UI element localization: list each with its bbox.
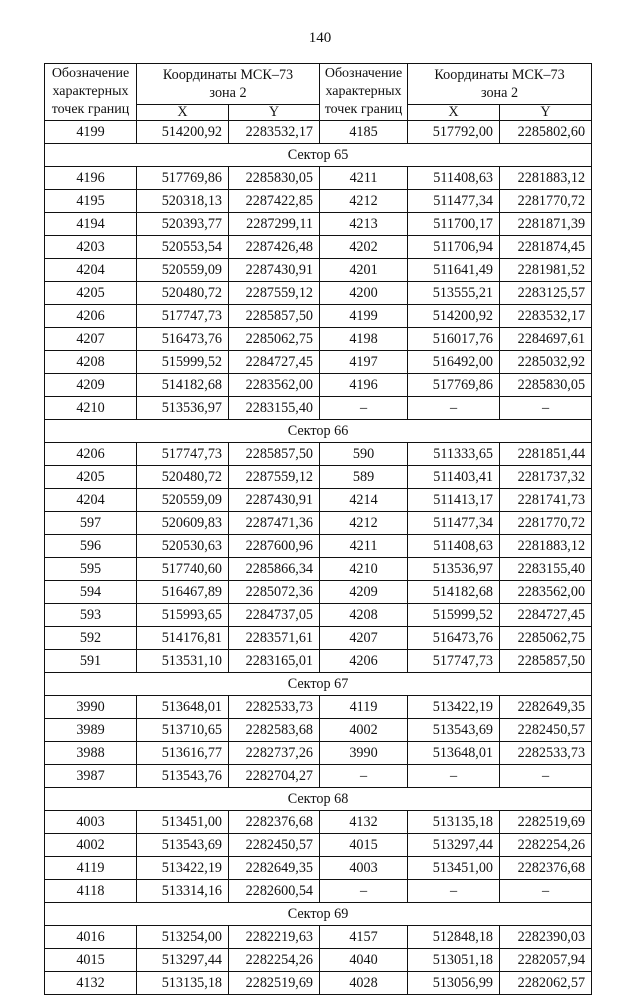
x-left-cell: 513543,76	[137, 765, 229, 788]
coordinates-table	[44, 63, 592, 995]
y-right-cell: 2282519,69	[500, 811, 592, 834]
x-left-cell: 513422,19	[137, 857, 229, 880]
x-right-cell: 513422,19	[408, 696, 500, 719]
table-row	[45, 742, 592, 765]
y-left-cell: 2282254,26	[229, 949, 320, 972]
y-left-cell: 2287559,12	[229, 466, 320, 489]
coords-header-right: Координаты МСК–73 зона 2	[408, 64, 592, 105]
x-left-cell: 513451,00	[137, 811, 229, 834]
sector-row	[45, 788, 592, 811]
point-right-cell: –	[320, 880, 408, 903]
point-left-cell: 593	[45, 604, 137, 627]
table-row	[45, 880, 592, 903]
y-left-cell: 2287299,11	[229, 213, 320, 236]
x-left-cell: 514176,81	[137, 627, 229, 650]
point-right-cell: 4202	[320, 236, 408, 259]
point-left-cell: 4209	[45, 374, 137, 397]
table-row	[45, 972, 592, 995]
point-left-cell: 597	[45, 512, 137, 535]
x-left-cell: 517747,73	[137, 443, 229, 466]
point-left-cell: 4206	[45, 443, 137, 466]
x-right-cell: 513536,97	[408, 558, 500, 581]
x-left-cell: 517740,60	[137, 558, 229, 581]
table-row	[45, 282, 592, 305]
sector-label: Сектор 68	[45, 788, 592, 811]
table-row	[45, 236, 592, 259]
point-left-cell: 4208	[45, 351, 137, 374]
point-right-cell: 4197	[320, 351, 408, 374]
y-right-cell: 2282450,57	[500, 719, 592, 742]
y-header-right: Y	[500, 105, 592, 121]
y-right-cell: 2281874,45	[500, 236, 592, 259]
y-left-cell: 2283155,40	[229, 397, 320, 420]
table-row	[45, 558, 592, 581]
x-header-left: X	[137, 105, 229, 121]
x-left-cell: 513616,77	[137, 742, 229, 765]
y-right-cell: –	[500, 397, 592, 420]
point-right-cell: –	[320, 765, 408, 788]
x-right-cell: 513648,01	[408, 742, 500, 765]
point-left-cell: 4210	[45, 397, 137, 420]
point-right-cell: 4015	[320, 834, 408, 857]
x-header-right: X	[408, 105, 500, 121]
x-left-cell: 520480,72	[137, 282, 229, 305]
x-right-cell: 517769,86	[408, 374, 500, 397]
x-right-cell: 511477,34	[408, 512, 500, 535]
point-right-cell: 4207	[320, 627, 408, 650]
point-left-cell: 4204	[45, 489, 137, 512]
x-left-cell: 520553,54	[137, 236, 229, 259]
x-right-cell: 512848,18	[408, 926, 500, 949]
sector-label: Сектор 69	[45, 903, 592, 926]
x-left-cell: 513297,44	[137, 949, 229, 972]
x-left-cell: 520393,77	[137, 213, 229, 236]
table-row	[45, 811, 592, 834]
page-number: 140	[308, 30, 332, 46]
table-row	[45, 857, 592, 880]
x-right-cell: 511408,63	[408, 535, 500, 558]
point-left-cell: 4194	[45, 213, 137, 236]
x-left-cell: 513536,97	[137, 397, 229, 420]
point-left-cell: 4206	[45, 305, 137, 328]
x-left-cell: 513314,16	[137, 880, 229, 903]
point-right-cell: 4213	[320, 213, 408, 236]
table-row	[45, 696, 592, 719]
point-right-cell: 4185	[320, 121, 408, 144]
y-right-cell: 2285802,60	[500, 121, 592, 144]
y-left-cell: 2282533,73	[229, 696, 320, 719]
point-left-cell: 4002	[45, 834, 137, 857]
x-left-cell: 517769,86	[137, 167, 229, 190]
x-right-cell: 517792,00	[408, 121, 500, 144]
point-left-cell: 592	[45, 627, 137, 650]
table-row	[45, 535, 592, 558]
y-left-cell: 2287430,91	[229, 259, 320, 282]
y-left-cell: 2285830,05	[229, 167, 320, 190]
table-body	[45, 121, 592, 995]
table-row	[45, 512, 592, 535]
table-row	[45, 604, 592, 627]
point-left-cell: 3988	[45, 742, 137, 765]
table-row	[45, 167, 592, 190]
table-row	[45, 328, 592, 351]
x-right-cell: –	[408, 397, 500, 420]
y-left-cell: 2285866,34	[229, 558, 320, 581]
y-right-cell: 2283562,00	[500, 581, 592, 604]
table-row	[45, 926, 592, 949]
y-left-cell: 2282219,63	[229, 926, 320, 949]
x-left-cell: 520530,63	[137, 535, 229, 558]
point-left-cell: 4205	[45, 282, 137, 305]
point-right-cell: –	[320, 397, 408, 420]
y-left-cell: 2287600,96	[229, 535, 320, 558]
x-right-cell: 513135,18	[408, 811, 500, 834]
point-left-cell: 3987	[45, 765, 137, 788]
y-right-cell: 2285032,92	[500, 351, 592, 374]
y-left-cell: 2285072,36	[229, 581, 320, 604]
y-left-cell: 2282376,68	[229, 811, 320, 834]
y-left-cell: 2283165,01	[229, 650, 320, 673]
sector-row	[45, 420, 592, 443]
point-left-cell: 3989	[45, 719, 137, 742]
x-right-cell: 513056,99	[408, 972, 500, 995]
point-left-cell: 4132	[45, 972, 137, 995]
x-left-cell: 517747,73	[137, 305, 229, 328]
y-left-cell: 2284737,05	[229, 604, 320, 627]
y-right-cell: 2282376,68	[500, 857, 592, 880]
x-right-cell: –	[408, 765, 500, 788]
y-right-cell: 2282390,03	[500, 926, 592, 949]
y-right-cell: 2281737,32	[500, 466, 592, 489]
y-right-cell: 2281871,39	[500, 213, 592, 236]
y-right-cell: 2281741,73	[500, 489, 592, 512]
y-right-cell: 2281883,12	[500, 167, 592, 190]
x-right-cell: 511641,49	[408, 259, 500, 282]
x-left-cell: 520559,09	[137, 259, 229, 282]
x-left-cell: 514182,68	[137, 374, 229, 397]
x-left-cell: 520480,72	[137, 466, 229, 489]
y-right-cell: 2281770,72	[500, 190, 592, 213]
point-left-cell: 596	[45, 535, 137, 558]
y-right-cell: 2281981,52	[500, 259, 592, 282]
table-row	[45, 765, 592, 788]
table-row	[45, 351, 592, 374]
x-left-cell: 515993,65	[137, 604, 229, 627]
y-right-cell: 2282533,73	[500, 742, 592, 765]
sector-label: Сектор 67	[45, 673, 592, 696]
y-right-cell: 2281851,44	[500, 443, 592, 466]
x-left-cell: 520559,09	[137, 489, 229, 512]
sector-label: Сектор 65	[45, 144, 592, 167]
table-row	[45, 489, 592, 512]
y-right-cell: 2281770,72	[500, 512, 592, 535]
x-left-cell: 515999,52	[137, 351, 229, 374]
y-right-cell: 2283155,40	[500, 558, 592, 581]
point-right-cell: 4157	[320, 926, 408, 949]
y-right-cell: –	[500, 880, 592, 903]
point-right-cell: 3990	[320, 742, 408, 765]
table-row	[45, 305, 592, 328]
point-right-cell: 4200	[320, 282, 408, 305]
y-left-cell: 2285857,50	[229, 443, 320, 466]
table-row	[45, 834, 592, 857]
y-left-cell: 2285857,50	[229, 305, 320, 328]
table-row	[45, 213, 592, 236]
y-left-cell: 2282649,35	[229, 857, 320, 880]
point-left-cell: 4016	[45, 926, 137, 949]
x-right-cell: 517747,73	[408, 650, 500, 673]
point-right-cell: 4211	[320, 535, 408, 558]
y-header-left: Y	[229, 105, 320, 121]
x-right-cell: 513297,44	[408, 834, 500, 857]
x-right-cell: 514200,92	[408, 305, 500, 328]
point-right-cell: 4212	[320, 512, 408, 535]
point-left-cell: 4205	[45, 466, 137, 489]
y-right-cell: 2281883,12	[500, 535, 592, 558]
point-right-cell: 4028	[320, 972, 408, 995]
y-left-cell: 2282519,69	[229, 972, 320, 995]
y-right-cell: 2285830,05	[500, 374, 592, 397]
designation-header-left: Обозначение характерных точек границ	[45, 64, 137, 121]
x-right-cell: 516017,76	[408, 328, 500, 351]
point-right-cell: 4201	[320, 259, 408, 282]
y-right-cell: 2283532,17	[500, 305, 592, 328]
point-left-cell: 4119	[45, 857, 137, 880]
y-right-cell: 2285062,75	[500, 627, 592, 650]
point-right-cell: 4002	[320, 719, 408, 742]
point-right-cell: 4211	[320, 167, 408, 190]
table-row	[45, 581, 592, 604]
sector-label: Сектор 66	[45, 420, 592, 443]
table-row	[45, 650, 592, 673]
point-right-cell: 4003	[320, 857, 408, 880]
coords-header-left: Координаты МСК–73 зона 2	[137, 64, 320, 105]
x-left-cell: 520318,13	[137, 190, 229, 213]
y-left-cell: 2282600,54	[229, 880, 320, 903]
point-right-cell: 4206	[320, 650, 408, 673]
y-left-cell: 2285062,75	[229, 328, 320, 351]
point-left-cell: 4207	[45, 328, 137, 351]
point-right-cell: 4196	[320, 374, 408, 397]
y-left-cell: 2283571,61	[229, 627, 320, 650]
point-left-cell: 591	[45, 650, 137, 673]
point-right-cell: 4199	[320, 305, 408, 328]
x-left-cell: 513543,69	[137, 834, 229, 857]
point-right-cell: 4132	[320, 811, 408, 834]
table-row	[45, 259, 592, 282]
x-right-cell: 511333,65	[408, 443, 500, 466]
sector-row	[45, 144, 592, 167]
x-right-cell: 514182,68	[408, 581, 500, 604]
y-left-cell: 2287426,48	[229, 236, 320, 259]
point-right-cell: 4209	[320, 581, 408, 604]
point-left-cell: 595	[45, 558, 137, 581]
y-right-cell: 2283125,57	[500, 282, 592, 305]
point-right-cell: 4214	[320, 489, 408, 512]
x-right-cell: 513051,18	[408, 949, 500, 972]
table-row	[45, 443, 592, 466]
y-right-cell: 2282057,94	[500, 949, 592, 972]
y-right-cell: 2282062,57	[500, 972, 592, 995]
y-left-cell: 2283532,17	[229, 121, 320, 144]
x-right-cell: 511408,63	[408, 167, 500, 190]
point-left-cell: 3990	[45, 696, 137, 719]
y-right-cell: 2285857,50	[500, 650, 592, 673]
designation-header-right: Обозначение характерных точек границ	[320, 64, 408, 121]
y-left-cell: 2287422,85	[229, 190, 320, 213]
table-row	[45, 719, 592, 742]
x-right-cell: 511706,94	[408, 236, 500, 259]
point-left-cell: 4203	[45, 236, 137, 259]
x-right-cell: 511477,34	[408, 190, 500, 213]
x-left-cell: 513648,01	[137, 696, 229, 719]
point-right-cell: 4210	[320, 558, 408, 581]
table-header	[45, 64, 592, 121]
point-right-cell: 589	[320, 466, 408, 489]
point-right-cell: 4208	[320, 604, 408, 627]
point-left-cell: 4015	[45, 949, 137, 972]
y-left-cell: 2282583,68	[229, 719, 320, 742]
x-left-cell: 513135,18	[137, 972, 229, 995]
x-left-cell: 513710,65	[137, 719, 229, 742]
point-left-cell: 4196	[45, 167, 137, 190]
y-left-cell: 2282737,26	[229, 742, 320, 765]
y-left-cell: 2282450,57	[229, 834, 320, 857]
x-right-cell: 511403,41	[408, 466, 500, 489]
x-right-cell: 513451,00	[408, 857, 500, 880]
x-right-cell: –	[408, 880, 500, 903]
point-left-cell: 4118	[45, 880, 137, 903]
y-right-cell: 2284727,45	[500, 604, 592, 627]
y-left-cell: 2284727,45	[229, 351, 320, 374]
x-right-cell: 513555,21	[408, 282, 500, 305]
x-left-cell: 516467,89	[137, 581, 229, 604]
point-right-cell: 4040	[320, 949, 408, 972]
table-row	[45, 190, 592, 213]
table-row	[45, 121, 592, 144]
x-right-cell: 516492,00	[408, 351, 500, 374]
x-right-cell: 513543,69	[408, 719, 500, 742]
x-left-cell: 520609,83	[137, 512, 229, 535]
x-right-cell: 511700,17	[408, 213, 500, 236]
y-right-cell: –	[500, 765, 592, 788]
x-right-cell: 511413,17	[408, 489, 500, 512]
y-left-cell: 2282704,27	[229, 765, 320, 788]
table-row	[45, 374, 592, 397]
sector-row	[45, 903, 592, 926]
table-row	[45, 397, 592, 420]
point-left-cell: 4199	[45, 121, 137, 144]
y-left-cell: 2287559,12	[229, 282, 320, 305]
point-left-cell: 4204	[45, 259, 137, 282]
point-right-cell: 4119	[320, 696, 408, 719]
point-right-cell: 590	[320, 443, 408, 466]
y-right-cell: 2284697,61	[500, 328, 592, 351]
y-left-cell: 2287471,36	[229, 512, 320, 535]
x-left-cell: 513531,10	[137, 650, 229, 673]
y-left-cell: 2283562,00	[229, 374, 320, 397]
point-right-cell: 4212	[320, 190, 408, 213]
sector-row	[45, 673, 592, 696]
point-left-cell: 4195	[45, 190, 137, 213]
y-right-cell: 2282649,35	[500, 696, 592, 719]
x-left-cell: 513254,00	[137, 926, 229, 949]
y-right-cell: 2282254,26	[500, 834, 592, 857]
y-left-cell: 2287430,91	[229, 489, 320, 512]
point-left-cell: 4003	[45, 811, 137, 834]
point-left-cell: 594	[45, 581, 137, 604]
point-right-cell: 4198	[320, 328, 408, 351]
table-row	[45, 949, 592, 972]
x-left-cell: 516473,76	[137, 328, 229, 351]
table-row	[45, 627, 592, 650]
table-row	[45, 466, 592, 489]
x-right-cell: 515999,52	[408, 604, 500, 627]
x-left-cell: 514200,92	[137, 121, 229, 144]
x-right-cell: 516473,76	[408, 627, 500, 650]
